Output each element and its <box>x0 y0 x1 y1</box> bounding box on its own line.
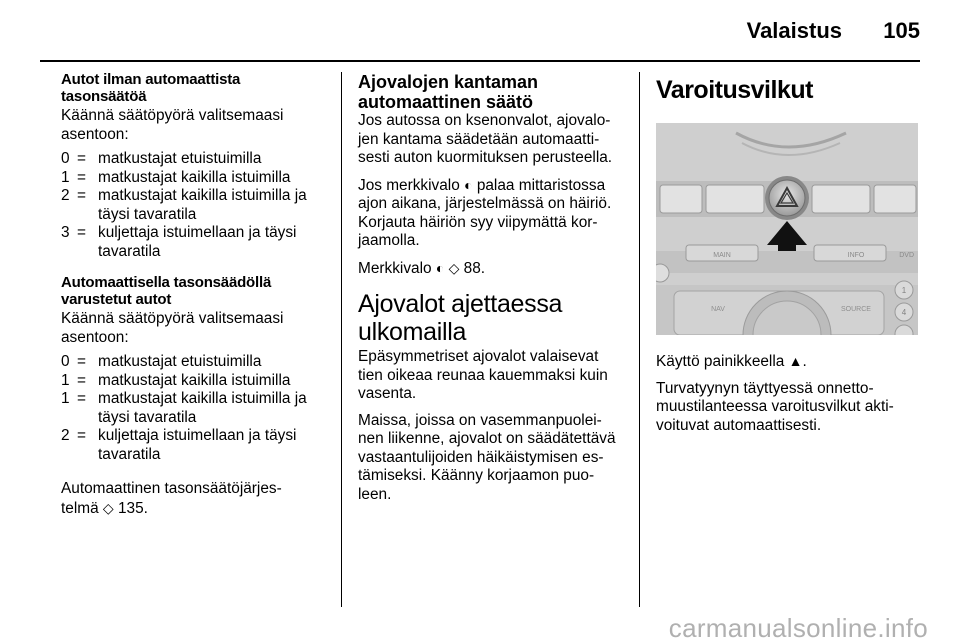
section-heading-abroad: Ajovalot ajettaessa ulkomailla <box>358 290 563 346</box>
hazard-switch-photo <box>656 123 918 335</box>
list-item: 0 = matkustajat etuistuimilla <box>61 353 262 370</box>
dashboard-illustration <box>656 123 918 335</box>
column-2 <box>358 72 628 504</box>
column-divider-2 <box>639 72 640 607</box>
main-button-label: MAIN <box>713 252 731 259</box>
list-item: 2 = kuljettaja istuimellaan ja täysi tavaratila <box>61 427 297 463</box>
paragraph-indicator-ref: Merkkivalo ◐ ◇ 88. <box>358 259 486 277</box>
headlight-range-warning-icon: ◐ <box>435 259 445 276</box>
list-item: 1 = matkustajat kaikilla istuimilla <box>61 168 291 186</box>
list-item: 3 = kuljettaja istuimellaan ja täysi tavaratila <box>61 224 297 260</box>
footer-paragraph: Automaattinen tasonsäätöjärjes- telmä ◇ 135. <box>61 480 282 517</box>
page-ref-arrow-icon: ◇ <box>102 499 114 516</box>
page-ref-link[interactable]: 135. <box>117 499 148 517</box>
dvd-button-label: DVD <box>899 252 914 259</box>
heading-auto-headlight-range: Ajovalojen kantaman automaattinen säätö <box>358 72 539 112</box>
paragraph-hazard-usage: Käyttö painikkeella ▲. <box>656 353 807 370</box>
paragraph-left-traffic: Maissa, joissa on vasemmanpuolei- nen liikenne, ajovalot on säädätettävä vastaantulijoiden häikäistymisen es- tämiseksi. Käänny korjaamon puo- leen. <box>358 411 616 503</box>
paragraph-xenon: Jos autossa on ksenonvalot, ajovalo- jen kantama säädetään automaatti- sesti auton kuormituksen perusteella. <box>358 112 613 166</box>
nav-button-label: NAV <box>711 306 725 313</box>
column-3 <box>656 72 922 435</box>
paragraph-fault: Jos merkkivalo ◐ palaa mittaristossa ajon aikana, järjestelmässä on häiriö. Korjauta häiriön syy viipymättä kor- jaamolla. <box>358 176 612 249</box>
page-ref-arrow-icon: ◇ <box>448 259 460 276</box>
page-title: Valaistus <box>746 18 842 43</box>
header-rule <box>40 60 920 62</box>
watermark: carmanualsonline.info <box>668 613 928 642</box>
list-item: 0 = matkustajat etuistuimilla <box>61 150 262 167</box>
setting-list-2 <box>61 353 333 464</box>
subheading-auto-levelling: Automaattisella tasonsäädöllä varustetut autot <box>61 274 272 308</box>
setting-list-1 <box>61 150 333 261</box>
list-item: 2 = matkustajat kaikilla istuimilla ja täysi tavaratila <box>61 187 307 223</box>
preset-1-label: 1 <box>901 286 907 295</box>
list-item: 1 = matkustajat kaikilla istuimilla ja täysi tavaratila <box>61 390 307 426</box>
column-divider-1 <box>341 72 342 607</box>
info-button-label: INFO <box>847 252 865 259</box>
paragraph-airbag-hazard: Turvatyynyn täyttyessä onnetto- muustilanteessa varoitusvilkut akti- voituvat automaattisesti. <box>656 379 894 434</box>
source-button-label: SOURCE <box>841 306 871 313</box>
section-heading-hazard-lights: Varoitusvilkut <box>656 76 813 104</box>
intro-paragraph-2: Käännä säätöpyörä valitsemaasi asentoon: <box>61 310 284 346</box>
subheading-no-auto-levelling: Autot ilman automaattista tasonsäätöä <box>61 71 241 105</box>
intro-paragraph-1: Käännä säätöpyörä valitsemaasi asentoon: <box>61 107 284 143</box>
page-number: 105 <box>883 18 920 43</box>
column-1 <box>61 72 333 518</box>
paragraph-asymmetric: Epäsymmetriset ajovalot valaisevat tien oikeaa reunaa kauemmaksi kuin vasenta. <box>358 348 608 402</box>
page-header <box>0 0 960 64</box>
preset-4-label: 4 <box>901 308 907 317</box>
list-item: 1 = matkustajat kaikilla istuimilla <box>61 371 291 389</box>
page-ref-link[interactable]: 88. <box>463 259 486 277</box>
hazard-warning-icon: ▲ <box>788 353 803 369</box>
headlight-range-warning-icon: ◐ <box>464 176 473 193</box>
